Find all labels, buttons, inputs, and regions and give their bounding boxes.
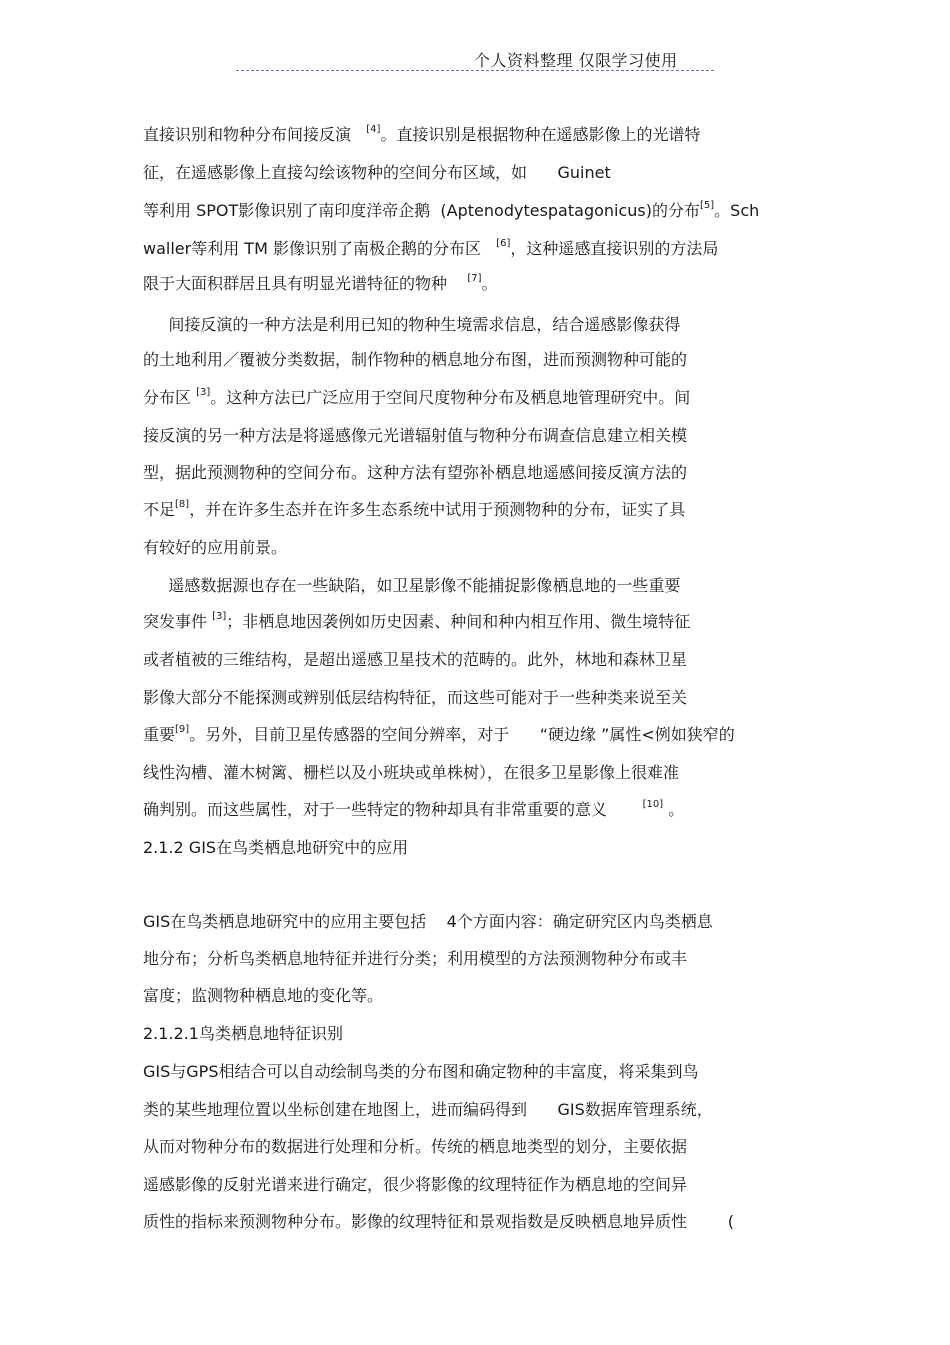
text-line <box>143 725 735 748</box>
text-line <box>143 538 287 558</box>
section-heading <box>143 838 408 858</box>
text-run: 间接反演的一种方法是利用已知的物种生境需求信息，结合遥感影像获得 <box>143 315 681 334</box>
text-line <box>143 1175 687 1195</box>
text-line <box>143 125 700 148</box>
text-line <box>143 274 498 297</box>
text-run: 。这种方法已广泛应用于空间尺度物种分布及栖息地管理研究中。间 <box>210 388 691 407</box>
text-run: 遥感影像的反射光谱来进行确定，很少将影像的纹理特征作为栖息地的空间异 <box>143 1175 688 1194</box>
text-line <box>143 1137 687 1157</box>
text-run: 等利用 SPOT影像识别了南印度洋帝企鹅 (Aptenodytespatagonicus)的分布 <box>143 201 700 220</box>
text-line <box>143 388 690 411</box>
text-run: 或者植被的三维结构，是超出遥感卫星技术的范畴的。此外，林地和森林卫星 <box>143 650 688 669</box>
text-run: 。 <box>481 274 498 293</box>
text-line <box>143 949 687 969</box>
text-run: 不足 <box>143 500 176 519</box>
text-run: 。另外，目前卫星传感器的空间分辨率，对于 “硬边缘 ”属性<例如狭窄的 <box>189 725 735 744</box>
text-run: 型，据此预测物种的空间分布。这种方法有望弥补栖息地遥感间接反演方法的 <box>143 463 688 482</box>
text-run: 遥感数据源也存在一些缺陷，如卫星影像不能捕捉影像栖息地的一些重要 <box>143 576 681 595</box>
text-line <box>143 463 687 483</box>
citation-superscript: [8] <box>175 499 190 510</box>
text-run: GIS与GPS相结合可以自动绘制鸟类的分布图和确定物种的丰富度，将采集到鸟 <box>143 1062 699 1081</box>
text-run: 直接识别和物种分布间接反演 <box>143 125 367 144</box>
text-line <box>143 1212 734 1232</box>
text-run: 分布区 <box>143 388 197 407</box>
subsection-heading <box>143 1024 343 1044</box>
text-line <box>143 763 679 783</box>
text-run: GIS在鸟类栖息地研究中的应用主要包括 4个方面内容：确定研究区内鸟类栖息 <box>143 912 713 931</box>
text-line <box>143 800 684 823</box>
text-line <box>143 500 685 523</box>
text-run: 接反演的另一种方法是将遥感像元光谱辐射值与物种分布调查信息建立相关模 <box>143 426 688 445</box>
page-header: 个人资料整理 仅限学习使用 <box>474 51 678 70</box>
text-line <box>143 201 759 224</box>
text-run: 。 <box>663 800 685 819</box>
text-run: 影像大部分不能探测或辨别低层结构特征，而这些可能对于一些种类来说至关 <box>143 688 688 707</box>
text-line <box>143 239 718 262</box>
text-run: ，这种遥感直接识别的方法局 <box>510 239 719 258</box>
text-run: 2.1.2.1鸟类栖息地特征识别 <box>143 1024 343 1043</box>
text-line <box>143 1100 713 1120</box>
text-run: 征，在遥感影像上直接勾绘该物种的空间分布区域，如 Guinet <box>143 163 611 182</box>
header-divider <box>236 70 714 71</box>
text-run: 重要 <box>143 725 176 744</box>
text-line <box>143 650 687 670</box>
text-run: ，并在许多生态并在许多生态系统中试用于预测物种的分布，证实了具 <box>189 500 686 519</box>
text-run: 。直接识别是根据物种在遥感影像上的光谱特 <box>380 125 701 144</box>
citation-superscript: [4] <box>366 124 381 135</box>
text-line <box>143 350 687 370</box>
citation-superscript: [7] <box>467 273 482 284</box>
text-line <box>143 912 713 932</box>
text-run: 质性的指标来预测物种分布。影像的纹理特征和景观指数是反映栖息地异质性 ( <box>143 1212 734 1231</box>
citation-superscript: [6] <box>496 238 511 249</box>
text-run: 2.1.2 GIS在鸟类栖息地研究中的应用 <box>143 838 409 857</box>
text-run: 突发事件 <box>143 612 213 631</box>
text-line <box>143 576 680 596</box>
text-line <box>143 612 690 635</box>
text-line <box>143 426 687 446</box>
text-run: 地分布；分析鸟类栖息地特征并进行分类；利用模型的方法预测物种分布或丰 <box>143 949 688 968</box>
text-run: waller等利用 TM 影像识别了南极企鹅的分布区 <box>143 239 497 258</box>
text-line <box>143 315 680 335</box>
text-line <box>143 163 611 183</box>
citation-superscript: [3] <box>212 611 227 622</box>
text-run: 确判别。而这些属性，对于一些特定的物种却具有非常重要的意义 <box>143 800 643 819</box>
text-run: 类的某些地理位置以坐标创建在地图上，进而编码得到 GIS数据库管理系统， <box>143 1100 713 1119</box>
text-run: 的土地利用／覆被分类数据，制作物种的栖息地分布图，进而预测物种可能的 <box>143 350 688 369</box>
text-run: ；非栖息地因袭例如历史因素、种间和种内相互作用、微生境特征 <box>226 612 691 631</box>
citation-superscript: [9] <box>175 724 190 735</box>
citation-superscript: [5] <box>700 200 715 211</box>
text-run: 线性沟槽、灌木树篱、栅栏以及小班块或单株树），在很多卫星影像上很难准 <box>143 763 680 782</box>
text-run: 。Sch <box>714 201 760 220</box>
text-line <box>143 1062 698 1082</box>
text-line <box>143 688 687 708</box>
text-run: 有较好的应用前景。 <box>143 538 288 557</box>
text-run: 限于大面积群居且具有明显光谱特征的物种 <box>143 274 468 293</box>
text-line <box>143 986 383 1006</box>
citation-superscript: [3] <box>196 387 211 398</box>
citation-superscript: [10] <box>642 799 664 810</box>
text-run: 富度；监测物种栖息地的变化等。 <box>143 986 384 1005</box>
text-run: 从而对物种分布的数据进行处理和分析。传统的栖息地类型的划分，主要依据 <box>143 1137 688 1156</box>
